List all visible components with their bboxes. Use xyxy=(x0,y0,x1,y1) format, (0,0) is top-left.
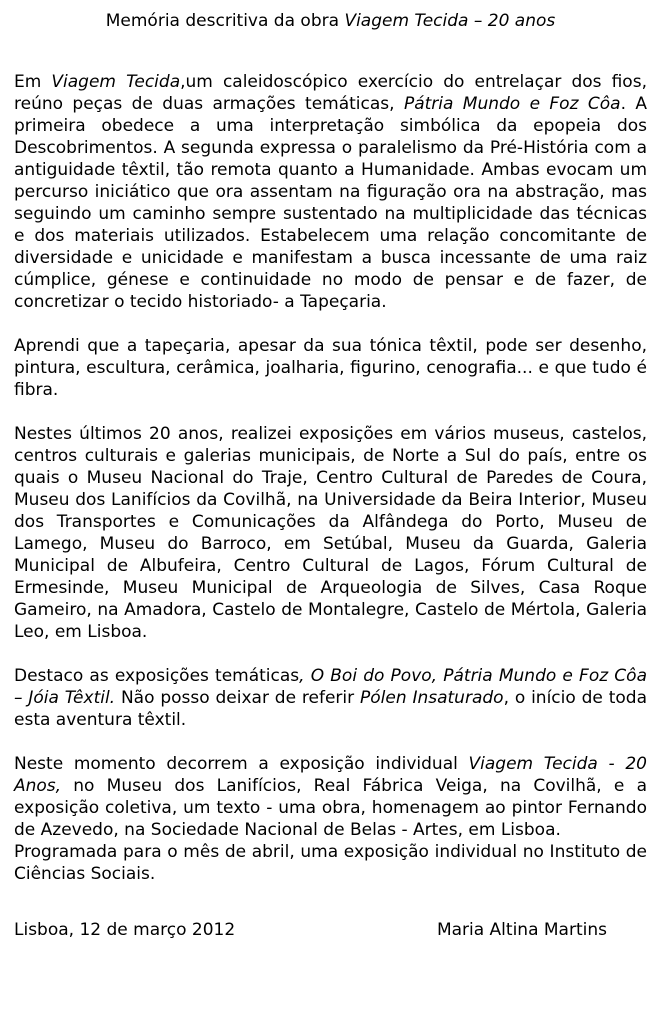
paragraph xyxy=(14,753,647,841)
paragraph xyxy=(14,841,647,885)
text-run: ,um caleidoscópico exercício do entrelaçar dos fios, reúno peças de duas armações temáticas, xyxy=(14,72,647,114)
footer xyxy=(14,919,647,941)
italic-run: , O Boi do Povo, Pátria Mundo e Foz Côa – Jóia Têxtil. xyxy=(14,666,647,708)
text-run: , o início de toda esta aventura têxtil. xyxy=(14,688,648,730)
text-run: no Museu dos Lanifícios, Real Fábrica Veiga, na Covilhã, e a exposição coletiva, um texto - uma obra, homenagem ao pintor Fernando de Azevedo, na Sociedade Nacional de Belas - Artes, em Lisboa. xyxy=(14,776,647,840)
text-run: Nestes últimos 20 anos, realizei exposições em vários museus, castelos, centros culturais e galerias municipais, de Norte a Sul do país, entre os quais o Museu Nacional do Traje, Centro Cultural de Paredes de Coura, Museu dos Lanifícios da Covilhã, na Universidade da Beira Interior, Museu dos Transportes e Comunicações da Alfândega do Porto, Museu de Lamego, Museu do Barroco, em Setúbal, Museu da Guarda, Galeria Municipal de Albufeira, Centro Cultural de Lagos, Fórum Cultural de Ermesinde, Museu Municipal de Arqueologia de Silves, Casa Roque Gameiro, na Amadora, Castelo de Montalegre, Castelo de Mértola, Galeria Leo, em Lisboa. xyxy=(14,424,647,642)
text-run: Memória descritiva da obra xyxy=(105,11,345,31)
footer-author: Maria Altina Martins xyxy=(436,920,607,940)
document-title xyxy=(14,9,647,33)
text-run: Aprendi que a tapeçaria, apesar da sua tónica têxtil, pode ser desenho, pintura, escultura, cerâmica, joalharia, figurino, cenografia... e que tudo é fibra. xyxy=(14,336,647,400)
paragraph xyxy=(14,665,647,731)
footer-place-date: Lisboa, 12 de março 2012 xyxy=(14,920,236,940)
text-run: Neste momento decorrem a exposição individual xyxy=(14,754,469,774)
text-run: Não posso deixar de referir xyxy=(115,688,360,708)
italic-run: Viagem Tecida – 20 anos xyxy=(344,11,556,31)
italic-run: Pátria Mundo e Foz Côa xyxy=(403,94,621,114)
paragraph xyxy=(14,71,647,313)
italic-run: Pólen Insaturado xyxy=(359,688,504,708)
paragraph xyxy=(14,423,647,643)
text-run: Em xyxy=(14,72,52,92)
document-body xyxy=(14,71,647,885)
text-run: Destaco as exposições temáticas xyxy=(14,666,300,686)
italic-run: Viagem Tecida xyxy=(51,72,181,92)
text-run: . A primeira obedece a uma interpretação simbólica da epopeia dos Descobrimentos. A segunda expressa o paralelismo da Pré-História com a antiguidade têxtil, tão remota quanto a Humanidade. Ambas evocam um percurso iniciático que ora assentam na figuração ora na abstração, mas seguindo um caminho sempre sustentado na multiplicidade das técnicas e dos materiais utilizados. Estabelecem uma relação concomitante de diversidade e unicidade e manifestam a busca incessante de uma raiz cúmplice, génese e continuidade no modo de pensar e de fazer, de concretizar o tecido historiado- a Tapeçaria. xyxy=(14,94,648,312)
text-run: Programada para o mês de abril, uma exposição individual no Instituto de Ciências Sociais. xyxy=(14,842,647,884)
italic-run: Viagem Tecida - 20 Anos, xyxy=(14,754,647,796)
paragraph xyxy=(14,335,647,401)
